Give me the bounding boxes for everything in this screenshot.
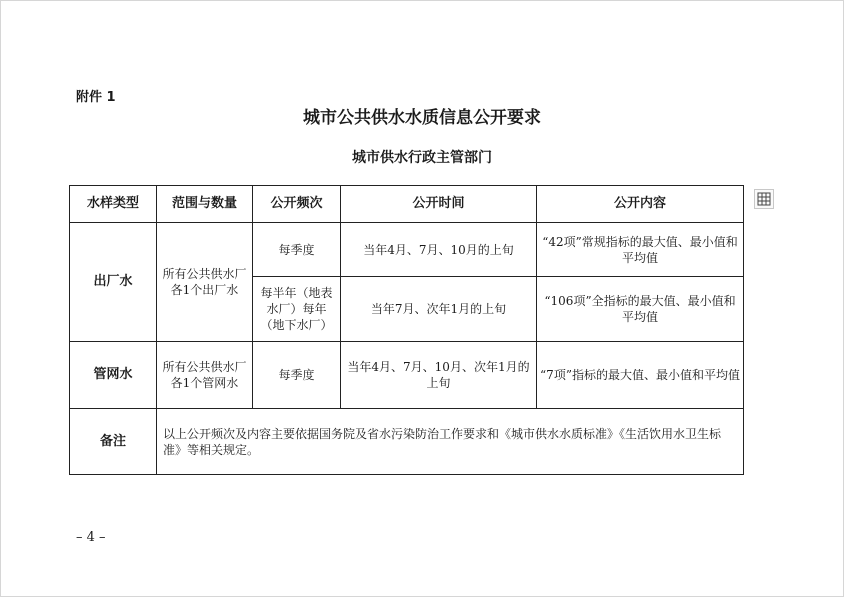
frequency-cell: 每季度	[253, 223, 341, 277]
sample-type-cell: 管网水	[70, 342, 157, 409]
table-row	[70, 409, 744, 475]
header-content: 公开内容	[537, 186, 744, 223]
header-frequency: 公开频次	[253, 186, 341, 223]
scope-cell: 所有公共供水厂各1个出厂水	[157, 223, 253, 342]
attachment-label: 附件 1	[76, 90, 116, 105]
table-header-row	[70, 186, 744, 223]
note-label-cell: 备注	[70, 409, 157, 475]
header-time: 公开时间	[341, 186, 537, 223]
table-grid-icon	[757, 192, 771, 206]
header-sample-type: 水样类型	[70, 186, 157, 223]
table-select-icon[interactable]	[754, 189, 774, 209]
header-scope: 范围与数量	[157, 186, 253, 223]
time-cell: 当年4月、7月、10月、次年1月的上旬	[341, 342, 537, 409]
content-cell: “106项”全指标的最大值、最小值和平均值	[537, 277, 744, 342]
scope-cell: 所有公共供水厂各1个管网水	[157, 342, 253, 409]
table-row	[70, 342, 744, 409]
section-subtitle: 城市供水行政主管部门	[352, 150, 492, 166]
content-cell: “7项”指标的最大值、最小值和平均值	[537, 342, 744, 409]
time-cell: 当年4月、7月、10月的上旬	[341, 223, 537, 277]
page-title: 城市公共供水水质信息公开要求	[303, 108, 541, 128]
content-cell: “42项”常规指标的最大值、最小值和平均值	[537, 223, 744, 277]
time-cell: 当年7月、次年1月的上旬	[341, 277, 537, 342]
frequency-cell: 每季度	[253, 342, 341, 409]
frequency-cell: 每半年（地表水厂）每年（地下水厂）	[253, 277, 341, 342]
table-row	[70, 223, 744, 277]
water-quality-table	[69, 185, 744, 475]
note-text-cell: 以上公开频次及内容主要依据国务院及省水污染防治工作要求和《城市供水水质标准》《生活饮用水卫生标准》等相关规定。	[157, 409, 744, 475]
sample-type-cell: 出厂水	[70, 223, 157, 342]
page-number: – 4 –	[76, 530, 106, 545]
